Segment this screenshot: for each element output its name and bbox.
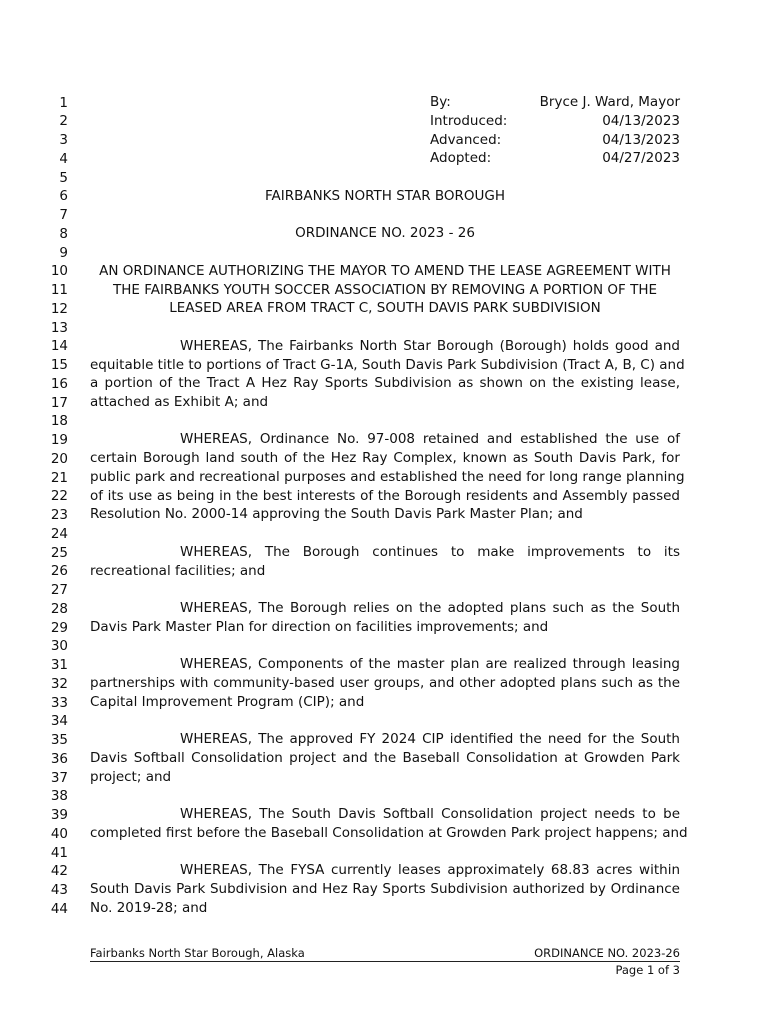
whereas-1-line-3: a portion of the Tract A Hez Ray Sports Subdivision as shown on the existing lease, [90, 375, 680, 391]
ordinance-number: ORDINANCE NO. 2023 - 26 [295, 225, 475, 241]
whereas-3-line-1: WHEREAS, The Borough continues to make improvements to its [180, 544, 680, 560]
whereas-7-line-2: completed first before the Baseball Consolidation at Growden Park project happens; and [90, 825, 688, 841]
whereas-3-line-2: recreational facilities; and [90, 563, 266, 579]
whereas-2-line-4: of its use as being in the best interests of the Borough residents and Assembly passed [90, 488, 680, 504]
footer-borough: Fairbanks North Star Borough, Alaska [90, 946, 305, 960]
borough-title: FAIRBANKS NORTH STAR BOROUGH [264, 188, 506, 204]
line-number: 17 [50, 394, 68, 411]
whereas-1-line-2: equitable title to portions of Tract G-1A, South Davis Park Subdivision (Tract A, B, C) and [90, 357, 685, 373]
line-number: 25 [50, 544, 68, 561]
whereas-6-line-3: project; and [90, 769, 172, 785]
whereas-2-line-1: WHEREAS, Ordinance No. 97-008 retained and established the use of [180, 431, 680, 447]
whereas-6-line-2: Davis Softball Consolidation project and the Baseball Consolidation at Growden Park [90, 750, 680, 766]
advanced-label: Advanced: [430, 132, 502, 148]
page-number: Page 1 of 3 [615, 963, 680, 977]
line-number: 11 [50, 282, 68, 298]
line-number: 23 [50, 507, 68, 523]
line-number: 21 [50, 469, 68, 486]
whereas-1-line-1: WHEREAS, The Fairbanks North Star Borough (Borough) holds good and [180, 338, 680, 354]
line-number: 42 [50, 863, 68, 880]
line-number: 32 [50, 675, 68, 692]
whereas-8-line-1: WHEREAS, The FYSA currently leases approximately 68.83 acres within [180, 862, 680, 878]
advanced-date: 04/13/2023 [602, 132, 680, 148]
introduced-date: 04/13/2023 [602, 113, 680, 129]
footer-rule [90, 961, 680, 962]
line-number: 19 [50, 432, 68, 448]
line-number: 39 [50, 807, 68, 823]
line-number: 33 [50, 694, 68, 711]
line-number: 22 [50, 488, 68, 505]
line-number: 29 [50, 619, 68, 636]
line-number: 20 [50, 450, 68, 467]
line-number: 31 [50, 657, 68, 673]
adopted-date: 04/27/2023 [602, 150, 680, 166]
whereas-5-line-2: partnerships with community-based user groups, and other adopted plans such as the [90, 675, 680, 691]
line-number: 43 [50, 882, 68, 898]
line-number: 16 [50, 375, 68, 392]
whereas-1-line-4: attached as Exhibit A; and [90, 394, 269, 410]
line-number: 1 [59, 94, 68, 111]
line-number: 35 [50, 732, 68, 748]
line-number: 5 [59, 169, 68, 186]
whereas-5-line-3: Capital Improvement Program (CIP); and [90, 694, 365, 710]
caption-line-1: AN ORDINANCE AUTHORIZING THE MAYOR TO AMEND THE LEASE AGREEMENT WITH [99, 263, 671, 279]
line-number: 24 [50, 525, 68, 542]
whereas-6-line-1: WHEREAS, The approved FY 2024 CIP identified the need for the South [180, 731, 680, 747]
by-value: Bryce J. Ward, Mayor [539, 94, 680, 110]
line-number: 9 [59, 244, 68, 261]
line-number: 12 [50, 300, 68, 317]
line-number: 18 [50, 413, 68, 430]
by-label: By: [430, 94, 451, 110]
line-number: 36 [50, 750, 68, 767]
line-number: 27 [50, 582, 68, 598]
line-number: 10 [50, 263, 68, 280]
footer-ordinance: ORDINANCE NO. 2023-26 [534, 946, 680, 960]
whereas-4-line-1: WHEREAS, The Borough relies on the adopted plans such as the South [180, 600, 680, 616]
line-number: 13 [50, 319, 68, 336]
whereas-8-line-2: South Davis Park Subdivision and Hez Ray Sports Subdivision authorized by Ordinance [90, 881, 680, 897]
line-number: 26 [50, 563, 68, 580]
introduced-label: Introduced: [430, 113, 508, 129]
caption-line-3: LEASED AREA FROM TRACT C, SOUTH DAVIS PARK SUBDIVISION [169, 300, 601, 316]
whereas-2-line-5: Resolution No. 2000-14 approving the South Davis Park Master Plan; and [90, 506, 583, 522]
line-number: 37 [50, 769, 68, 786]
line-number: 38 [50, 788, 68, 805]
line-number: 4 [59, 150, 68, 167]
whereas-5-line-1: WHEREAS, Components of the master plan are realized through leasing [180, 656, 680, 672]
adopted-label: Adopted: [430, 150, 492, 166]
caption-line-2: THE FAIRBANKS YOUTH SOCCER ASSOCIATION BY REMOVING A PORTION OF THE [112, 282, 658, 298]
line-number: 14 [50, 338, 68, 355]
line-number: 2 [59, 113, 68, 130]
line-number: 41 [50, 844, 68, 861]
whereas-2-line-3: public park and recreational purposes and established the need for long range planning [90, 469, 685, 485]
line-number: 44 [50, 900, 68, 917]
line-number: 8 [59, 225, 68, 242]
line-number: 34 [50, 713, 68, 730]
line-number: 15 [50, 357, 68, 373]
line-number: 7 [59, 207, 68, 223]
whereas-2-line-2: certain Borough land south of the Hez Ray Complex, known as South Davis Park, for [90, 450, 680, 466]
line-number: 40 [50, 825, 68, 842]
line-number: 30 [50, 638, 68, 655]
line-number: 3 [59, 132, 68, 148]
line-number: 6 [59, 188, 68, 205]
line-number: 28 [50, 600, 68, 617]
whereas-4-line-2: Davis Park Master Plan for direction on facilities improvements; and [90, 619, 549, 635]
whereas-8-line-3: No. 2019-28; and [90, 900, 208, 916]
whereas-7-line-1: WHEREAS, The South Davis Softball Consolidation project needs to be [180, 806, 680, 822]
